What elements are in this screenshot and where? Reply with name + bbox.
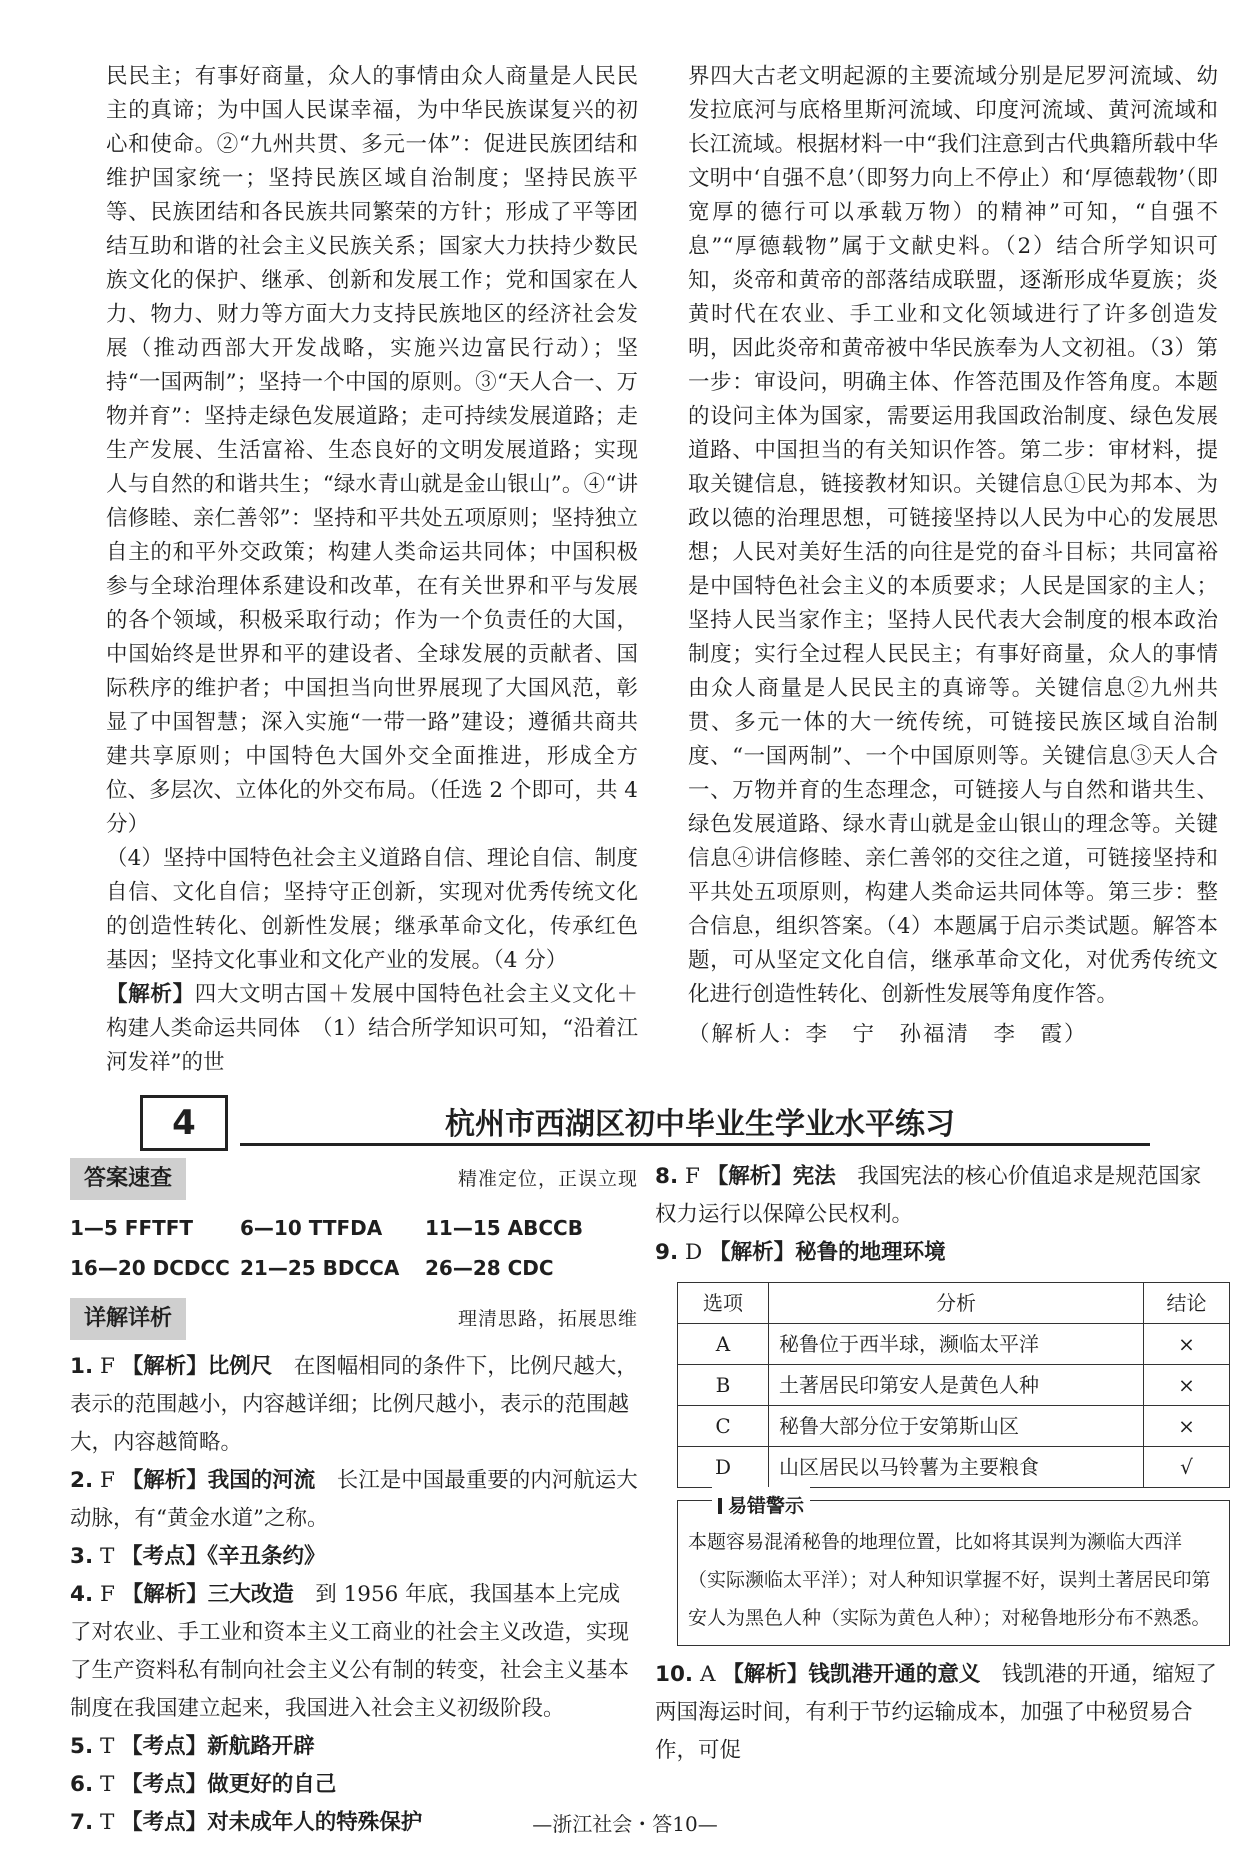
answer-row xyxy=(70,1248,638,1288)
section-title: 杭州市西湖区初中毕业生学业水平练习 xyxy=(445,1107,955,1142)
jiexi-tag: 【解析】 xyxy=(106,982,195,1007)
answer-row xyxy=(70,1208,638,1248)
warning-box xyxy=(677,1495,1230,1646)
answer-box-label: 答案速查 xyxy=(70,1158,186,1200)
section-header xyxy=(140,1095,1150,1147)
question-item: 4. F 【解析】三大改造 到 1956 年底，我国基本上完成了对农业、手工业和资本主义工商业的社会主义改造，实现了生产资料私有制向社会主义公有制的转变，社会主义基本制度在我国建立起来，我国进入社会主义初级阶段。 xyxy=(70,1582,630,1721)
answer-group: 16—20 DCDCC xyxy=(70,1256,230,1280)
detail-box-subtitle: 理清思路，拓展思维 xyxy=(457,1308,638,1330)
question-item: 8. F 【解析】宪法 我国宪法的核心价值追求是规范国家权力运行以保障公民权利。 xyxy=(655,1164,1202,1227)
table-header-row xyxy=(678,1283,1230,1324)
answer-group: 11—15 ABCCB xyxy=(425,1216,583,1240)
table-row: B 土著居民印第安人是黄色人种 × xyxy=(678,1365,1230,1406)
question-item: 2. F 【解析】我国的河流 长江是中国最重要的内河航运大动脉，有“黄金水道”之称。 xyxy=(70,1468,638,1531)
right-column-bottom xyxy=(655,1158,1218,1770)
question-item: 3. T 【考点】《辛丑条约》 xyxy=(70,1544,326,1569)
section-number: 4 xyxy=(140,1095,228,1151)
table-header: 选项 xyxy=(678,1283,769,1324)
answer-group: 26—28 CDC xyxy=(425,1256,554,1280)
question-item: 6. T 【考点】做更好的自己 xyxy=(70,1772,337,1797)
detail-box-label: 详解详析 xyxy=(70,1298,186,1340)
paragraph: （4）坚持中国特色社会主义道路自信、理论自信、制度自信、文化自信；坚持守正创新，实现对优秀传统文化的创造性转化、创新性发展；继承革命文化，传承红色基因；坚持文化事业和文化产业的发展。（4 分） xyxy=(106,846,638,973)
left-column-bottom xyxy=(70,1158,638,1842)
warning-text: 本题容易混淆秘鲁的地理位置，比如将其误判为濒临大西洋（实际濒临太平洋）；对人种知识掌握不好，误判土著居民印第安人为黑色人种（实际为黄色人种）；对秘鲁地形分布不熟悉。 xyxy=(688,1531,1211,1629)
answer-box-header xyxy=(70,1158,638,1200)
table-row: C 秘鲁大部分位于安第斯山区 × xyxy=(678,1406,1230,1447)
divider xyxy=(240,1143,1150,1146)
warning-label: 易错警示 xyxy=(712,1487,810,1525)
analysis-table xyxy=(677,1282,1230,1488)
table-header: 分析 xyxy=(769,1283,1144,1324)
page-footer: —浙江社会・答10— xyxy=(532,1812,718,1836)
question-item: 1. F 【解析】比例尺 在图幅相同的条件下，比例尺越大，表示的范围越小，内容越详细；比例尺越小，表示的范围越大，内容越简略。 xyxy=(70,1354,638,1455)
signature: （解析人：李 宁 孙福清 李 霞） xyxy=(688,1022,1088,1047)
answer-box-subtitle: 精准定位，正误立现 xyxy=(457,1168,638,1190)
answer-group: 1—5 FFTFT xyxy=(70,1216,194,1240)
paragraph: 民民主；有事好商量，众人的事情由众人商量是人民民主的真谛；为中国人民谋幸福，为中华民族谋复兴的初心和使命。②“九州共贯、多元一体”：促进民族团结和维护国家统一；坚持民族区域自治制度；坚持民族平等、民族团结和各民族共同繁荣的方针；形成了平等团结互助和谐的社会主义民族关系；国家大力扶持少数民族文化的保护、继承、创新和发展工作；党和国家在人力、物力、财力等方面大力支持民族地区的经济社会发展（推动西部大开发战略，实施兴边富民行动）；坚持“一国两制”；坚持一个中国的原则。③“天人合一、万物并育”：坚持走绿色发展道路；走可持续发展道路；走生产发展、生活富裕、生态良好的文明发展道路；实现人与自然的和谐共生；“绿水青山就是金山银山”。④“讲信修睦、亲仁善邻”：坚持和平共处五项原则；坚持独立自主的和平外交政策；构建人类命运共同体；中国积极参与全球治理体系建设和改革，在有关世界和平与发展的各个领域，积极采取行动；作为一个负责任的大国，中国始终是世界和平的建设者、全球发展的贡献者、国际秩序的维护者；中国担当向世界展现了大国风范，彰显了中国智慧；深入实施“一带一路”建设；遵循共商共建共享原则；中国特色大国外交全面推进，形成全方位、多层次、立体化的外交布局。（任选 2 个即可，共 4 分） xyxy=(106,64,638,837)
jiexi-paragraph xyxy=(106,978,638,1080)
right-column-top xyxy=(688,60,1218,1052)
paragraph: 界四大古老文明起源的主要流域分别是尼罗河流域、幼发拉底河与底格里斯河流域、印度河流域、黄河流域和长江流域。根据材料一中“我们注意到古代典籍所载中华文明中‘自强不息’（即努力向上不停止）和‘厚德载物’（即宽厚的德行可以承载万物）的精神”可知，“自强不息”“厚德载物”属于文献史料。（2）结合所学知识可知，炎帝和黄帝的部落结成联盟，逐渐形成华夏族；炎黄时代在农业、手工业和文化领域进行了许多创造发明，因此炎帝和黄帝被中华民族奉为人文初祖。（3）第一步：审设问，明确主体、作答范围及作答角度。本题的设问主体为国家，需要运用我国政治制度、绿色发展道路、中国担当的有关知识作答。第二步：审材料，提取关键信息，链接教材知识。关键信息①民为邦本、为政以德的治理思想，可链接坚持以人民为中心的发展思想；人民对美好生活的向往是党的奋斗目标；共同富裕是中国特色社会主义的本质要求；人民是国家的主人；坚持人民当家作主；坚持人民代表大会制度的根本政治制度；实行全过程人民民主；有事好商量，众人的事情由众人商量是人民民主的真谛等。关键信息②九州共贯、多元一体的大一统传统，可链接民族区域自治制度、“一国两制”、一个中国原则等。关键信息③天人合一、万物并育的生态理念，可链接人与自然和谐共生、绿色发展道路、绿水青山就是金山银山的理念等。关键信息④讲信修睦、亲仁善邻的交往之道，可链接坚持和平共处五项原则，构建人类命运共同体等。第三步：整合信息，组织答案。（4）本题属于启示类试题。解答本题，可从坚定文化自信，继承革命文化，对优秀传统文化进行创造性转化、创新性发展等角度作答。 xyxy=(688,64,1218,1007)
question-item: 10. A 【解析】钱凯港开通的意义 钱凯港的开通，缩短了两国海运时间，有利于节约运输成本，加强了中秘贸易合作，可促 xyxy=(655,1662,1217,1763)
table-row: A 秘鲁位于西半球，濒临太平洋 × xyxy=(678,1324,1230,1365)
answer-group: 21—25 BDCCA xyxy=(240,1256,400,1280)
detail-box-header xyxy=(70,1298,638,1340)
answer-group: 6—10 TTFDA xyxy=(240,1216,383,1240)
left-column-top xyxy=(106,60,638,1080)
question-item: 7. T 【考点】对未成年人的特殊保护 xyxy=(70,1810,423,1835)
question-item: 5. T 【考点】新航路开辟 xyxy=(70,1734,315,1759)
question-item: 9. D 【解析】秘鲁的地理环境 xyxy=(655,1240,946,1265)
jiexi-text: 四大文明古国＋发展中国特色社会主义文化＋构建人类命运共同体 （1）结合所学知识可知，“沿着江河发祥”的世 xyxy=(106,982,638,1075)
table-header: 结论 xyxy=(1144,1283,1230,1324)
table-row: D 山区居民以马铃薯为主要粮食 √ xyxy=(678,1447,1230,1488)
